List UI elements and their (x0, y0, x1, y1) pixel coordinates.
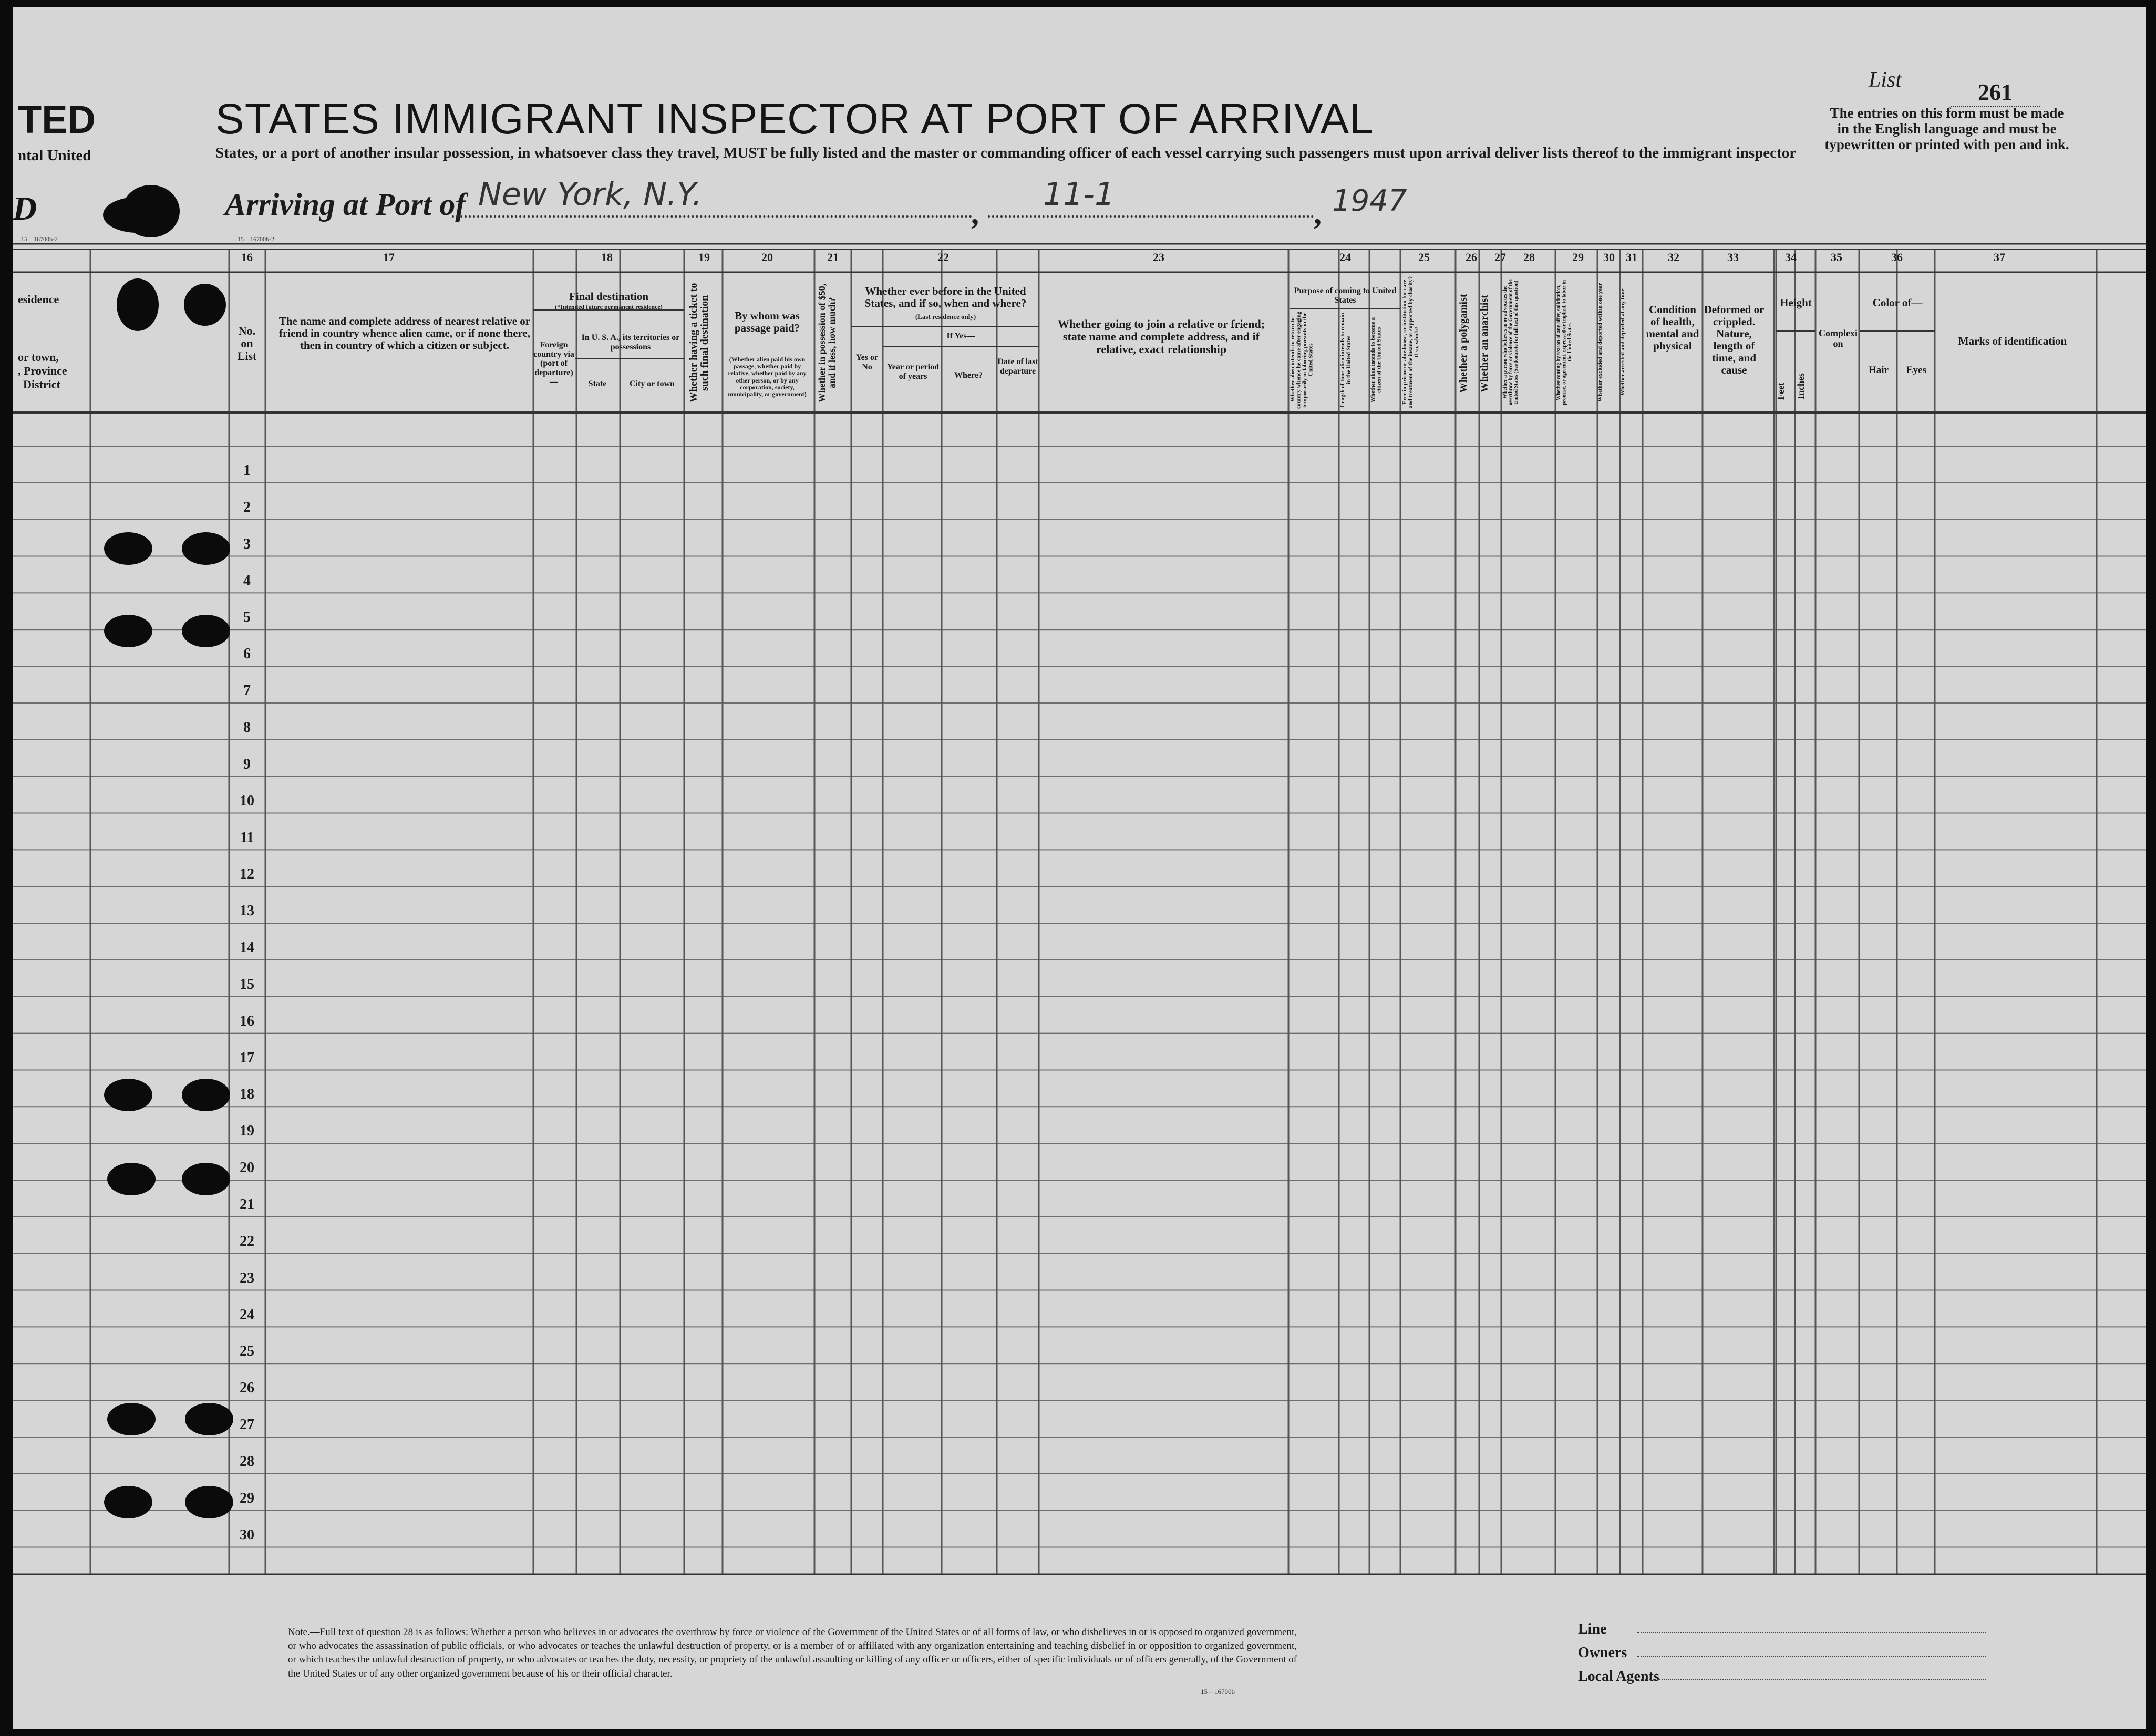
header-ever-before: Whether ever before in the United States, and if so, when and where? (864, 285, 1027, 310)
column-number: 34 (1785, 251, 1797, 264)
header-passage-paid-sub: (Whether alien paid his own passage, whether paid by relative, whether paid by any other person, or by any corporation, society, municipality, or government) (728, 356, 807, 398)
row-number: 16 (240, 1012, 254, 1029)
column-number: 33 (1727, 251, 1739, 264)
row-number: 2 (243, 499, 251, 515)
header-no-on-list: No. on List (237, 324, 257, 363)
punch-hole (184, 284, 226, 326)
page-subtitle: States, or a port of another insular possession, in whatsoever class they travel, MUST be fully listed and the master or commanding officer of each vessel carrying such passengers must upon arrival deliver lists thereof to the immigrant inspector (215, 144, 1797, 161)
punch-hole (107, 1403, 156, 1435)
header-final-destination: Final destination (569, 290, 649, 303)
header-arrested: Whether arrested and deported at any time (1619, 288, 1626, 396)
row-number: 20 (240, 1160, 254, 1176)
row-number: 13 (240, 903, 254, 919)
header-prison: Ever in prison or almshouse, or institution for care and treatment of the insane, or supported by charity? If so, which? (1401, 276, 1420, 409)
column-number: 35 (1831, 251, 1842, 264)
row-number: 4 (243, 572, 251, 589)
list-instructions: The entries on this form must be made in the English language and must be typewritten or printed with pen and ink. (1824, 105, 2069, 153)
port-underline (452, 215, 972, 218)
row-number: 26 (240, 1380, 254, 1397)
form-code-mid: 15—16700b-2 (238, 235, 274, 243)
footer-owners-field[interactable] (1637, 1656, 1986, 1657)
punch-hole (107, 1163, 156, 1195)
row-number: 11 (240, 829, 254, 846)
header-city: City or town (630, 379, 675, 388)
column-number: 29 (1572, 251, 1584, 264)
header-yes-no: Yes or No (855, 353, 879, 371)
punch-hole (104, 1486, 152, 1518)
header-fragment-d: D (13, 190, 37, 227)
header-purpose-length: Length of time alien intends to remain in the United States (1339, 313, 1352, 407)
punch-hole (185, 1486, 233, 1518)
punch-hole (182, 532, 230, 565)
column-number: 28 (1523, 251, 1535, 264)
header-color-of: Color of— (1872, 296, 1923, 309)
row-number: 8 (243, 719, 251, 736)
row-number: 23 (240, 1269, 254, 1286)
province-header: , Province (18, 364, 67, 377)
punch-hole (182, 615, 230, 647)
form-code-left: 15—16700b-2 (21, 235, 58, 243)
row-number: 22 (240, 1233, 254, 1249)
header-if-yes: If Yes— (946, 332, 975, 340)
page-title: STATES IMMIGRANT INSPECTOR AT PORT OF ARRIVAL (215, 95, 1374, 143)
header-passage-paid: By whom was passage paid? (734, 309, 800, 335)
column-number: 32 (1668, 251, 1679, 264)
column-number: 27 (1494, 251, 1506, 264)
header-hair: Hair (1869, 365, 1889, 376)
header-polygamist: Whether a polygamist (1458, 294, 1469, 394)
list-label: List (1869, 68, 1902, 92)
header-purpose-citizen: Whether alien intends to become a citizen of the United States (1370, 317, 1383, 403)
row-number: 21 (240, 1196, 254, 1213)
row-number: 6 (243, 646, 251, 663)
footnote-form-code: 15—16700b (1201, 1688, 1235, 1696)
row-number: 27 (240, 1417, 254, 1433)
row-number: 15 (240, 976, 254, 993)
footer-line-field[interactable] (1637, 1632, 1986, 1633)
header-complexion: Complexion (1819, 328, 1858, 349)
row-number: 25 (240, 1343, 254, 1360)
punch-hole (104, 1079, 152, 1111)
header-overthrow: Whether a person who believes in or advocates the overthrow by force or violence of the Government of the United States (See footnote for full text of this question) (1502, 279, 1519, 406)
column-number: 31 (1626, 251, 1637, 264)
residence-header: esidence (18, 293, 59, 306)
column-number: 24 (1339, 251, 1351, 264)
header-date-departure: Date of last departure (997, 357, 1038, 376)
row-number: 29 (240, 1490, 254, 1506)
column-number: 23 (1153, 251, 1164, 264)
header-where: Where? (954, 371, 983, 380)
year-handwritten: 1947 (1332, 184, 1407, 218)
comma: , (1314, 196, 1322, 231)
column-number: 18 (601, 251, 613, 264)
header-state: State (588, 379, 607, 388)
punch-hole (185, 1403, 233, 1435)
column-number: 19 (698, 251, 710, 264)
row-number: 12 (240, 866, 254, 883)
header-deformed: Deformed or crippled. Nature, length of time, and cause (1704, 303, 1765, 377)
punch-hole (117, 278, 159, 331)
footnote-question-28: Note.—Full text of question 28 is as follows: Whether a person who believes in or advocates the overthrow by force or violence of the Government of the United States or of all forms of law, or who disbelieves in or is opposed to organized government, or who advocates the assassination of public officials, or who advocates or teaches the unlawful destruction of property, or is a member of or affiliated with any organization entertaining and teaching disbelief in or opposition to organized government, or which teaches the unlawful destruction of property, or who advocates or teaches the duty, necessity, or propriety of the unlawful assaulting or killing of any officer or officers, either of specific individuals or of officers generally, of the Government of the United States or of any other organized government because of his or their official character. (288, 1627, 1297, 1679)
date-handwritten: 11-1 (1043, 176, 1115, 213)
header-fragment-united: ntal United (18, 147, 91, 164)
header-year-period: Year or period of years (887, 363, 939, 381)
column-number: 20 (761, 251, 773, 264)
town-header: or town, (18, 350, 59, 364)
row-number: 1 (243, 462, 251, 479)
header-anarchist: Whether an anarchist (1479, 295, 1490, 392)
header-in-usa: In U. S. A., its territories or possessions (581, 333, 680, 352)
row-number: 19 (240, 1123, 254, 1140)
arriving-port-label: Arriving at Port of (225, 187, 466, 222)
column-number: 22 (937, 251, 949, 264)
row-number: 17 (240, 1049, 254, 1066)
header-marks: Marks of identification (1958, 335, 2067, 347)
header-fifty-dollars: Whether in possession of $50, and if less, how much? (817, 283, 837, 402)
district-header: District (23, 378, 60, 391)
header-ticket: Whether having a ticket to such final destination (688, 283, 710, 403)
punch-hole (182, 1079, 230, 1111)
row-number: 18 (240, 1086, 254, 1103)
row-number: 30 (240, 1526, 254, 1543)
footer-agents-label: Local Agents (1578, 1668, 1659, 1685)
row-number: 7 (243, 683, 251, 699)
footer-agents-field[interactable] (1637, 1679, 1986, 1680)
header-height: Height (1780, 296, 1812, 309)
header-purpose-return: Whether alien intends to return to country whence he came after engaging temporarily in laboring pursuits in the United States (1290, 311, 1314, 409)
punch-hole (182, 1163, 230, 1195)
header-excluded: Whether excluded and deported within one year (1597, 283, 1603, 402)
column-number: 25 (1418, 251, 1430, 264)
column-number: 17 (383, 251, 395, 264)
column-number: 30 (1603, 251, 1615, 264)
column-number: 36 (1891, 251, 1903, 264)
row-number: 28 (240, 1453, 254, 1470)
port-handwritten: New York, N.Y. (478, 176, 703, 213)
list-number: 261 (1951, 79, 2040, 107)
punch-hole (104, 532, 152, 565)
footer-owners-label: Owners (1578, 1645, 1627, 1661)
row-number: 9 (243, 756, 251, 772)
header-nearest-relative: The name and complete address of nearest relative or friend in country whence alien came, or if none there, then in country of which a citizen or subject. (278, 315, 531, 352)
header-condition-health: Condition of health, mental and physical (1646, 303, 1699, 353)
column-number: 21 (827, 251, 839, 264)
date-underline (988, 215, 1314, 218)
row-number: 14 (240, 939, 254, 956)
row-number: 24 (240, 1306, 254, 1323)
header-ever-before-sub: (Last residence only) (915, 313, 976, 321)
row-number: 10 (240, 792, 254, 809)
footer-line-label: Line (1578, 1621, 1607, 1637)
header-fragment-ted: TED (18, 98, 96, 141)
header-final-destination-sub: (*Intended future permanent residence) (555, 303, 663, 311)
header-foreign-country: Foreign country via (port of departure)— (533, 340, 574, 387)
header-labor-offer: Whether coming by reason of any offer, solicitation, promise, or agreement, expressed or implied, to labor in the United States (1556, 280, 1573, 405)
header-purpose: Purpose of coming to United States (1294, 286, 1397, 305)
column-number: 26 (1466, 251, 1477, 264)
punch-hole (122, 185, 180, 237)
row-number: 3 (243, 535, 251, 552)
header-feet: Feet (1776, 383, 1786, 400)
column-number: 16 (241, 251, 253, 264)
column-number: 37 (1994, 251, 2005, 264)
header-inches: Inches (1796, 373, 1806, 400)
row-number: 5 (243, 609, 251, 626)
punch-hole (104, 615, 152, 647)
header-eyes: Eyes (1906, 365, 1926, 376)
comma: , (971, 196, 979, 231)
header-join-relative: Whether going to join a relative or friend; state name and complete address, and if relative, exact relationship (1057, 317, 1265, 356)
